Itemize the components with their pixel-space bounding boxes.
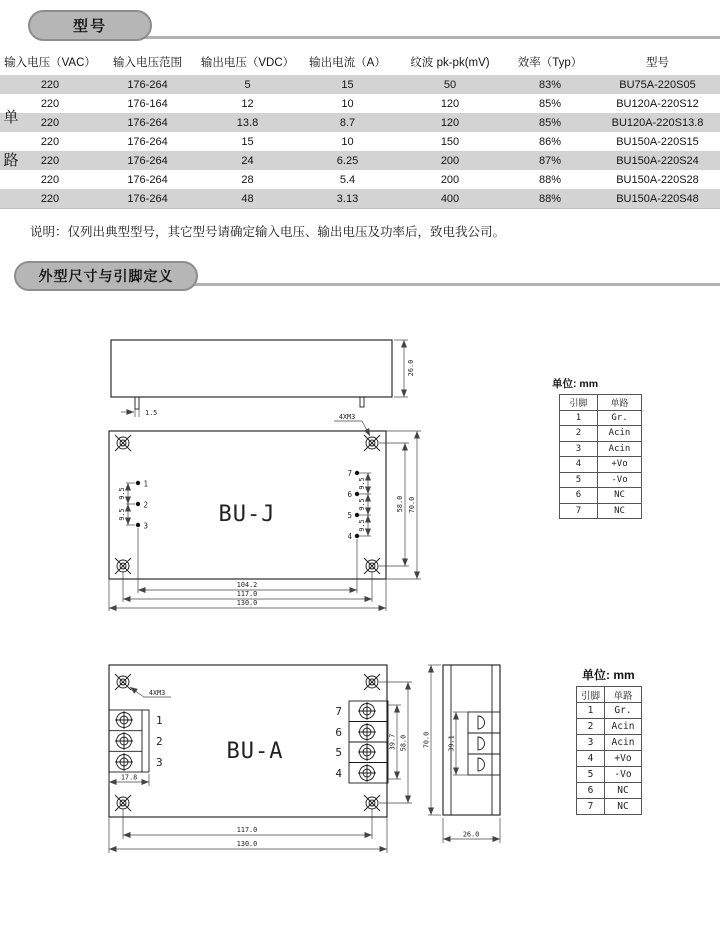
cell: 150 bbox=[395, 132, 505, 151]
pin-cell: 6 bbox=[577, 783, 605, 799]
cell: 176-264 bbox=[100, 75, 195, 94]
cell: 220 bbox=[0, 151, 100, 170]
dim-label: 117.0 bbox=[236, 590, 258, 598]
pin-cell: Acin bbox=[598, 441, 642, 457]
pin-cell: -Vo bbox=[598, 472, 642, 488]
section-rule bbox=[55, 36, 720, 39]
pin-col-header: 单路 bbox=[598, 395, 642, 411]
pin-col-header: 引脚 bbox=[577, 687, 605, 703]
dim-label: 104.2 bbox=[236, 581, 258, 589]
pin-number: 4 bbox=[335, 767, 342, 780]
pin-cell: Gr. bbox=[605, 703, 642, 719]
table-row bbox=[0, 94, 720, 113]
module-title: BU-J bbox=[218, 502, 276, 527]
table-row bbox=[0, 132, 720, 151]
cell: 5 bbox=[195, 75, 300, 94]
table-row bbox=[0, 151, 720, 170]
cell: 8.7 bbox=[300, 113, 395, 132]
pin-number: 2 bbox=[156, 735, 163, 748]
pin-cell: 7 bbox=[577, 799, 605, 815]
cell: BU120A-220S13.8 bbox=[595, 113, 720, 132]
screw-label: 4XM3 bbox=[338, 413, 356, 421]
bu-j-drawing bbox=[95, 332, 455, 616]
cell: 85% bbox=[505, 113, 595, 132]
dim-label: 9.5 bbox=[118, 508, 126, 521]
pin-number: 2 bbox=[143, 500, 149, 510]
cell: 86% bbox=[505, 132, 595, 151]
col-header: 效率（Typ） bbox=[505, 48, 595, 75]
module-title: BU-A bbox=[226, 739, 284, 764]
cell: 220 bbox=[0, 132, 100, 151]
pin-cell: NC bbox=[598, 488, 642, 504]
pin-table-bu-j bbox=[552, 376, 642, 519]
cell: BU150A-220S48 bbox=[595, 189, 720, 209]
cell: 10 bbox=[300, 94, 395, 113]
pin-number: 3 bbox=[156, 756, 163, 769]
pin-number: 3 bbox=[143, 521, 149, 531]
cell: 120 bbox=[395, 113, 505, 132]
unit-label: 单位: mm bbox=[582, 668, 635, 682]
section-header-outline-label: 外型尺寸与引脚定义 bbox=[38, 268, 174, 284]
col-header: 输出电压（VDC） bbox=[195, 48, 300, 75]
pin-cell: -Vo bbox=[605, 767, 642, 783]
cell: 12 bbox=[195, 94, 300, 113]
models-header-row bbox=[0, 48, 720, 75]
pin-col-header: 单路 bbox=[605, 687, 642, 703]
pin-cell: 4 bbox=[577, 751, 605, 767]
pin-number: 5 bbox=[347, 511, 352, 520]
dim-label: 9.5 bbox=[358, 477, 366, 490]
channel-group-label bbox=[2, 106, 20, 170]
dim-label: 58.0 bbox=[396, 495, 404, 513]
pin-number: 1 bbox=[143, 479, 149, 489]
col-header: 输入电压（VAC） bbox=[0, 48, 100, 75]
dim-label: 117.0 bbox=[236, 826, 258, 834]
dim-label: 9.5 bbox=[358, 519, 366, 532]
cell: 220 bbox=[0, 94, 100, 113]
cell: BU75A-220S05 bbox=[595, 75, 720, 94]
pin-cell: Acin bbox=[598, 426, 642, 442]
col-header: 纹波 pk-pk(mV) bbox=[395, 48, 505, 75]
cell: 220 bbox=[0, 113, 100, 132]
pin-cell: Acin bbox=[605, 735, 642, 751]
section-header-models bbox=[28, 10, 152, 41]
pin-col-header: 引脚 bbox=[560, 395, 598, 411]
bu-a-drawing bbox=[95, 658, 515, 863]
cell: 85% bbox=[505, 94, 595, 113]
bu-j-side-view bbox=[111, 340, 392, 409]
cell: 87% bbox=[505, 151, 595, 170]
cell: 24 bbox=[195, 151, 300, 170]
pin-cell: NC bbox=[598, 503, 642, 519]
cell: 6.25 bbox=[300, 151, 395, 170]
pin-cell: +Vo bbox=[598, 457, 642, 473]
dim-label: 26.0 bbox=[407, 359, 415, 377]
pin-cell: Gr. bbox=[598, 410, 642, 426]
pin-cell: 5 bbox=[577, 767, 605, 783]
cell: 28 bbox=[195, 170, 300, 189]
cell: 176-264 bbox=[100, 132, 195, 151]
cell: 10 bbox=[300, 132, 395, 151]
cell: 15 bbox=[195, 132, 300, 151]
cell: 176-264 bbox=[100, 151, 195, 170]
dim-label: 39.1 bbox=[447, 735, 456, 752]
cell: 50 bbox=[395, 75, 505, 94]
col-header: 型号 bbox=[595, 48, 720, 75]
cell: 176-164 bbox=[100, 94, 195, 113]
pin-number: 7 bbox=[335, 705, 342, 718]
pin-number: 6 bbox=[347, 490, 352, 499]
pin-cell: Acin bbox=[605, 719, 642, 735]
cell: 400 bbox=[395, 189, 505, 209]
table-row bbox=[0, 170, 720, 189]
pin-cell: 4 bbox=[560, 457, 598, 473]
group-label-char: 路 bbox=[3, 152, 19, 169]
unit-label: 单位: mm bbox=[552, 378, 599, 390]
dim-label: 1.5 bbox=[145, 409, 158, 417]
pin-number: 4 bbox=[347, 532, 352, 541]
pin-cell: NC bbox=[605, 783, 642, 799]
pin-cell: 7 bbox=[560, 503, 598, 519]
dim-label: 17.8 bbox=[120, 773, 138, 782]
cell: 176-264 bbox=[100, 189, 195, 209]
cell: 120 bbox=[395, 94, 505, 113]
dim-label: 70.0 bbox=[408, 496, 416, 514]
pin-number: 7 bbox=[347, 469, 352, 478]
section-header-models-label: 型号 bbox=[72, 18, 107, 35]
pin-cell: 1 bbox=[577, 703, 605, 719]
group-label-char: 单 bbox=[3, 109, 19, 126]
pin-cell: 2 bbox=[560, 426, 598, 442]
pin-number: 6 bbox=[335, 726, 342, 739]
cell: 220 bbox=[0, 75, 100, 94]
col-header: 输出电流（A） bbox=[300, 48, 395, 75]
cell: BU120A-220S12 bbox=[595, 94, 720, 113]
pin-cell: 2 bbox=[577, 719, 605, 735]
pin-cell: 6 bbox=[560, 488, 598, 504]
pin-cell: 1 bbox=[560, 410, 598, 426]
cell: BU150A-220S28 bbox=[595, 170, 720, 189]
dim-label: 39.7 bbox=[388, 733, 397, 751]
col-header: 输入电压范围 bbox=[100, 48, 195, 75]
cell: 88% bbox=[505, 189, 595, 209]
pin-cell: 5 bbox=[560, 472, 598, 488]
models-note: 说明：仅列出典型型号，其它型号请确定输入电压、输出电压及功率后，致电我公司。 bbox=[30, 225, 506, 239]
cell: 176-264 bbox=[100, 170, 195, 189]
dim-label: 9.5 bbox=[358, 498, 366, 511]
cell: 200 bbox=[395, 170, 505, 189]
dimension-lines bbox=[109, 665, 500, 853]
pin-table-bu-a bbox=[576, 666, 642, 815]
cell: 83% bbox=[505, 75, 595, 94]
dim-label: 70.0 bbox=[422, 731, 431, 749]
cell: 48 bbox=[195, 189, 300, 209]
dim-label: 9.5 bbox=[118, 487, 126, 500]
dim-label: 26.0 bbox=[462, 830, 480, 839]
pin-cell: 3 bbox=[577, 735, 605, 751]
section-header-outline bbox=[14, 261, 198, 291]
cell: 5.4 bbox=[300, 170, 395, 189]
models-table bbox=[0, 48, 720, 209]
dim-label: 130.0 bbox=[236, 840, 258, 848]
pin-cell: 3 bbox=[560, 441, 598, 457]
table-row bbox=[0, 113, 720, 132]
screw-label: 4XM3 bbox=[148, 689, 166, 697]
table-row bbox=[0, 189, 720, 209]
table-row bbox=[0, 75, 720, 94]
pin-number: 1 bbox=[156, 714, 163, 727]
cell: BU150A-220S24 bbox=[595, 151, 720, 170]
cell: 200 bbox=[395, 151, 505, 170]
dim-label: 58.0 bbox=[399, 734, 408, 752]
dimension-lines bbox=[109, 340, 421, 611]
cell: 3.13 bbox=[300, 189, 395, 209]
pin-cell: NC bbox=[605, 799, 642, 815]
cell: 88% bbox=[505, 170, 595, 189]
cell: 15 bbox=[300, 75, 395, 94]
pin-cell: +Vo bbox=[605, 751, 642, 767]
pin-number: 5 bbox=[335, 746, 342, 759]
cell: 220 bbox=[0, 189, 100, 209]
cell: BU150A-220S15 bbox=[595, 132, 720, 151]
cell: 220 bbox=[0, 170, 100, 189]
dim-label: 130.0 bbox=[236, 599, 258, 607]
bu-a-labels bbox=[121, 689, 479, 848]
cell: 13.8 bbox=[195, 113, 300, 132]
cell: 176-264 bbox=[100, 113, 195, 132]
